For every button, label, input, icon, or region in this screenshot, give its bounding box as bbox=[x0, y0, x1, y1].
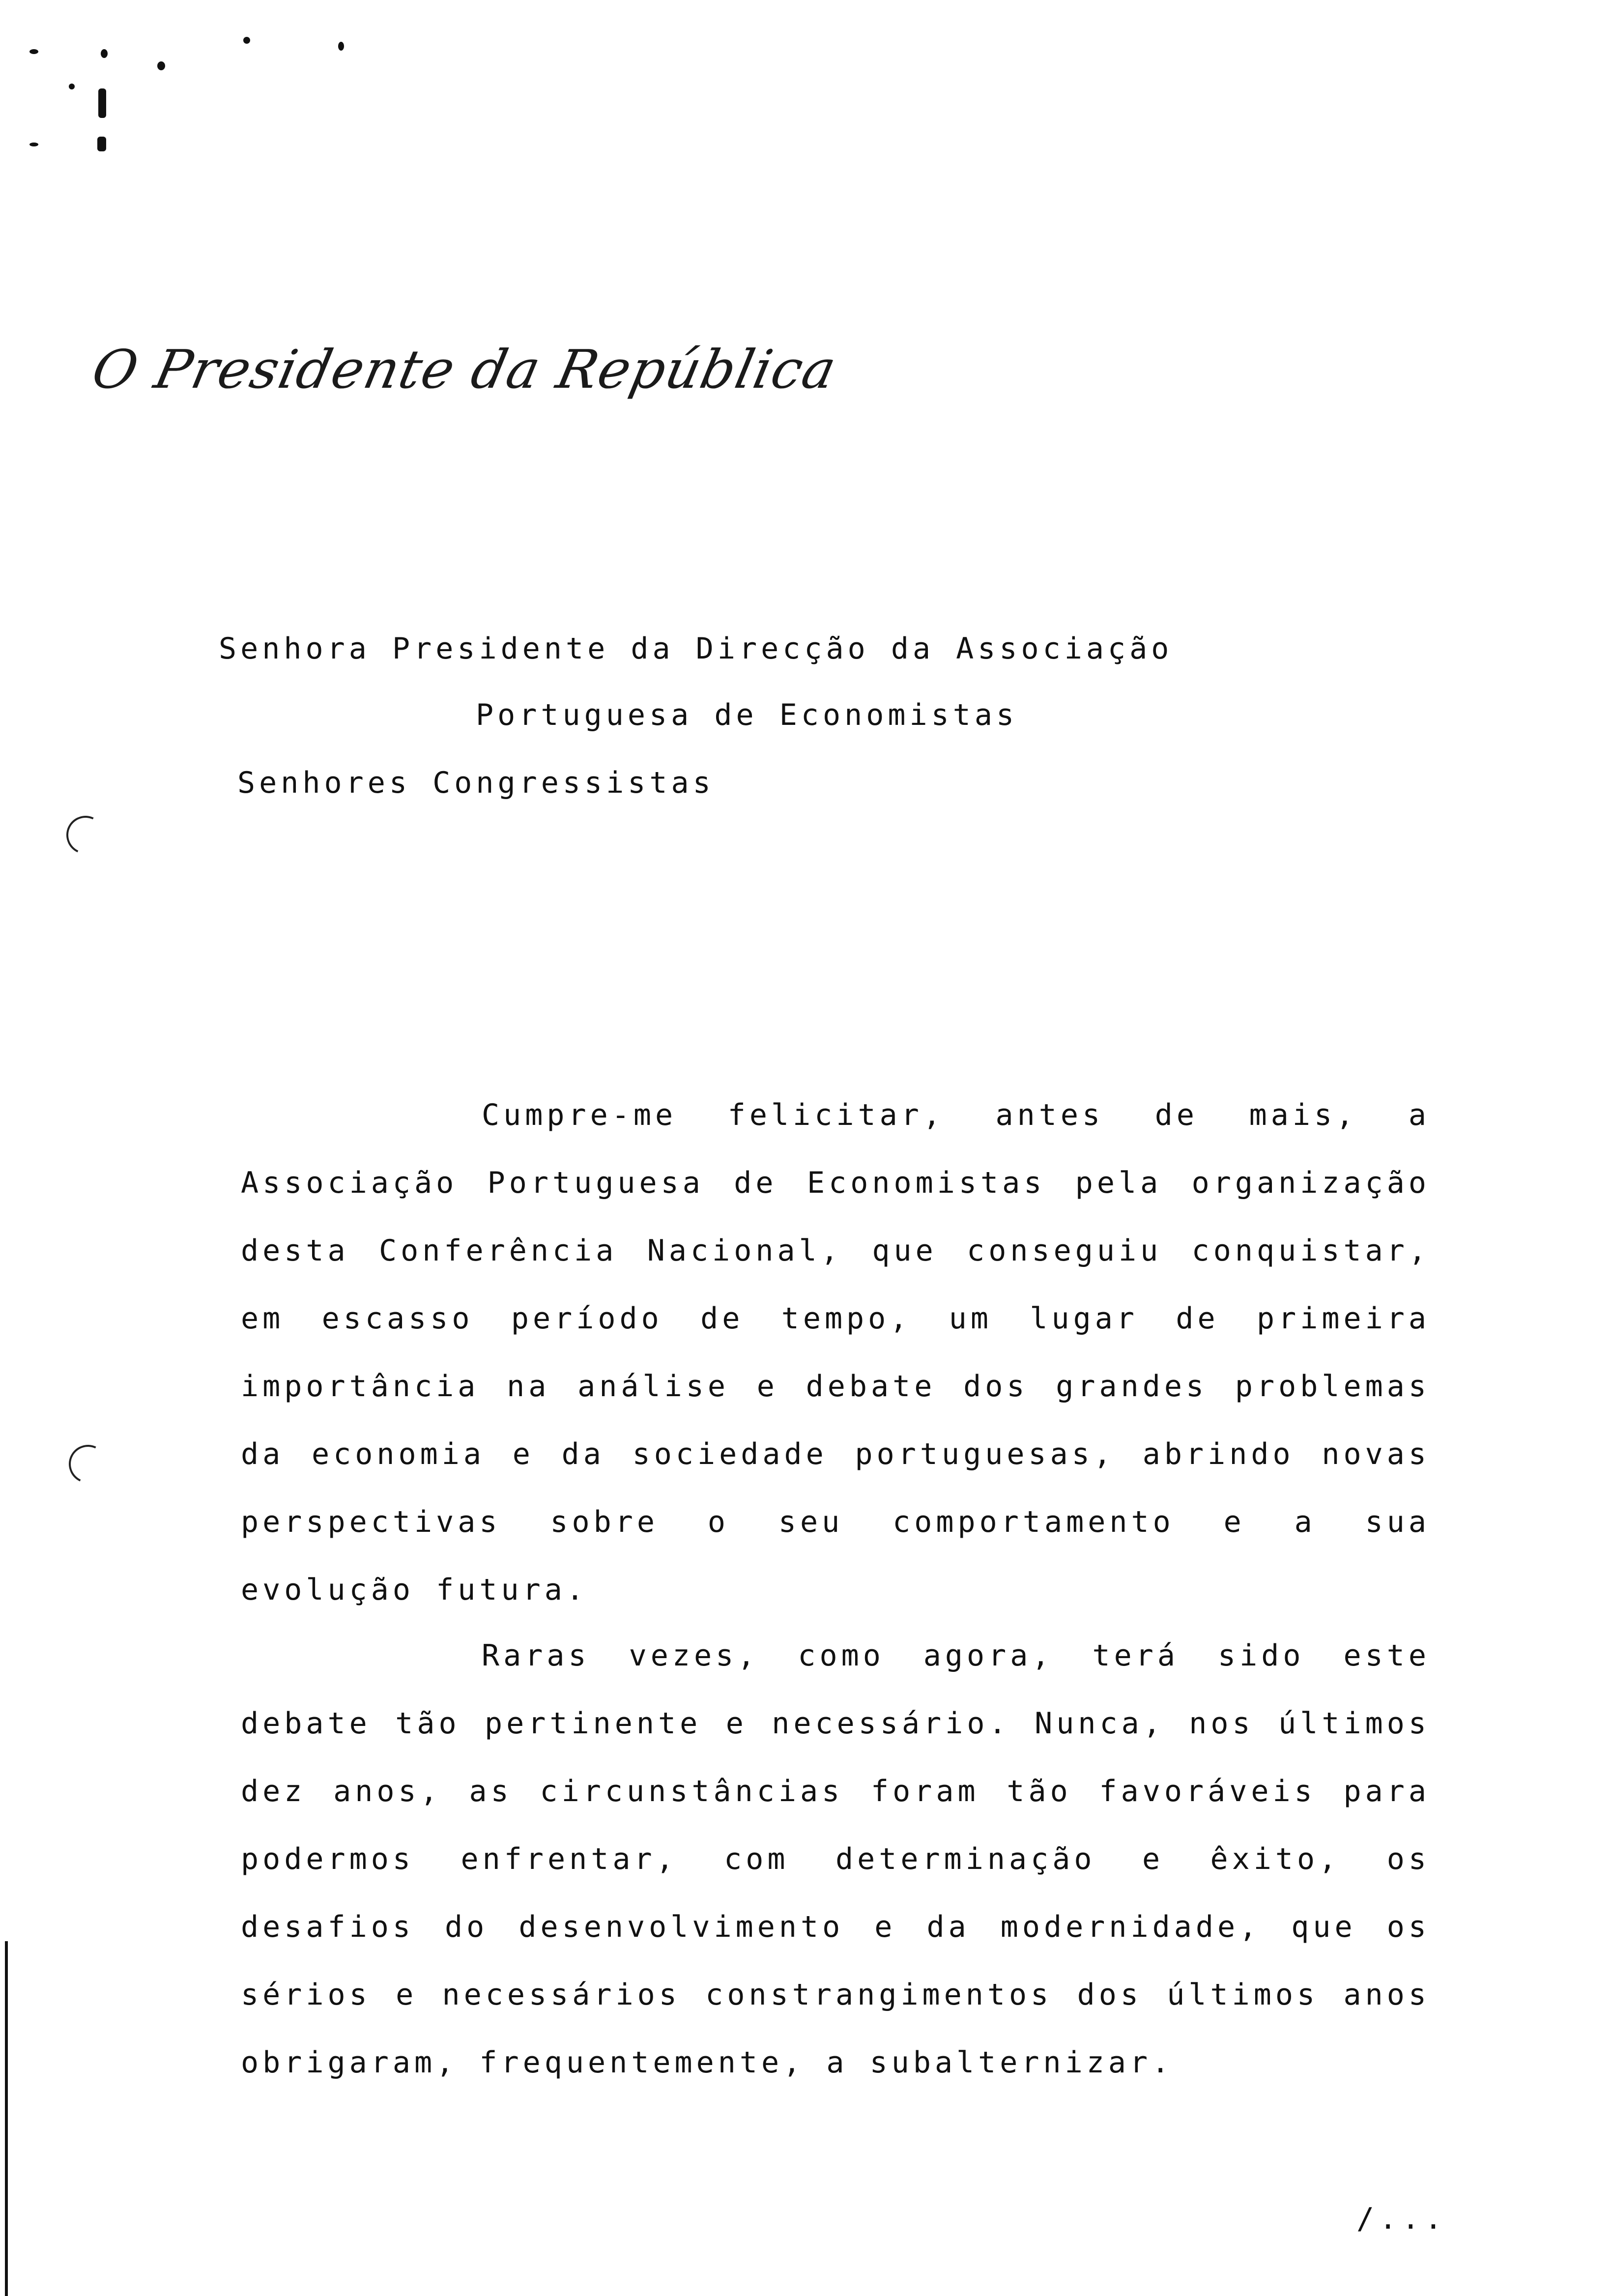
salutation-line-1: Senhora Presidente da Direcção da Associação bbox=[219, 631, 1173, 666]
scan-speck bbox=[29, 143, 38, 146]
body-paragraph: Cumpre-me felicitar, antes de mais, a Associação Portuguesa de Economistas pela organização desta Conferência Nacional, que conseguiu conquistar, em escasso período de tempo, um lugar de primeira importância na análise e debate dos grandes problemas da economia e da sociedade portuguesas, abrindo novas perspectivas sobre o seu comportamento e a sua evolução futura. bbox=[241, 1098, 1430, 1607]
punch-hole-mark bbox=[61, 810, 110, 860]
scan-speck bbox=[29, 49, 38, 54]
scan-speck bbox=[98, 88, 106, 118]
binding-edge bbox=[5, 1941, 8, 2296]
salutation-line-3: Senhores Congressistas bbox=[237, 766, 715, 800]
scan-speck bbox=[101, 49, 108, 58]
scan-speck bbox=[69, 84, 75, 89]
body-paragraph: Raras vezes, como agora, terá sido este debate tão pertinente e necessário. Nunca, nos últimos dez anos, as circunstâncias foram tão favoráveis para podermos enfrentar, com determinação e êxito, os desafios do desenvolvimento e da modernidade, que os sérios e necessários constrangimentos dos últimos anos obrigaram, frequentemente, a subalternizar. bbox=[241, 1638, 1430, 2080]
scan-speck bbox=[338, 42, 344, 51]
salutation-line-2: Portuguesa de Economistas bbox=[476, 698, 1018, 732]
scan-speck bbox=[97, 137, 106, 151]
letterhead-title: O Presidente da República bbox=[86, 339, 842, 401]
scan-speck bbox=[157, 61, 165, 70]
punch-hole-mark bbox=[63, 1439, 113, 1489]
scan-speck bbox=[243, 37, 250, 44]
page-continuation: /... bbox=[1356, 2202, 1447, 2236]
